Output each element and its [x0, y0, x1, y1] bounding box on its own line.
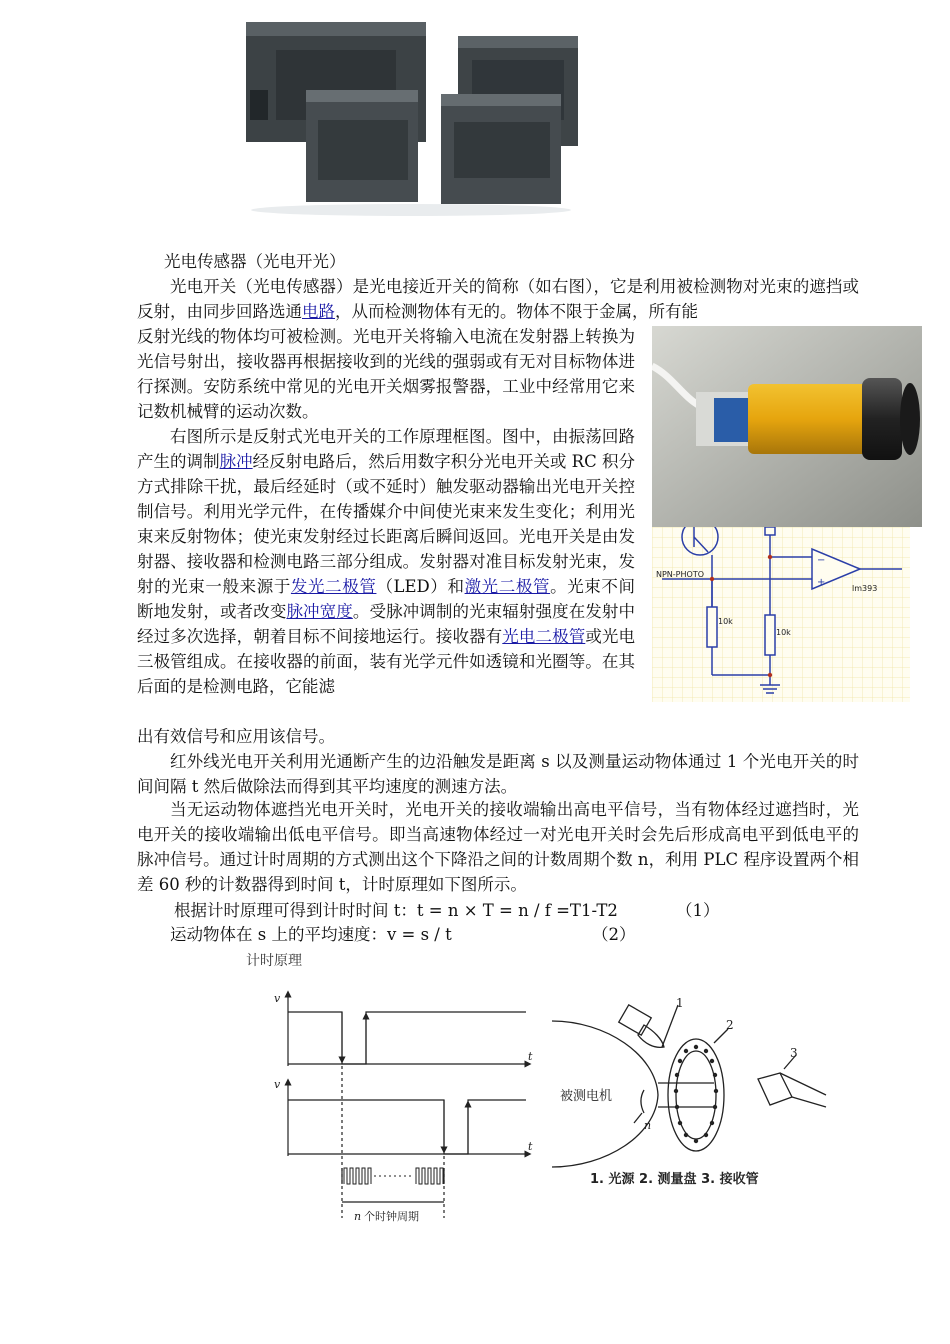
- link-laser-diode[interactable]: 激光二极管: [464, 577, 551, 596]
- timing-t-label-1: t: [528, 1050, 533, 1063]
- clock-pulses: [344, 1168, 443, 1184]
- p1-text-a: 光电开关（光电传感器）是光电接近开关的简称（如右图），它是利用被检测物对光束的遮挡或反射，由同步回路选通: [137, 277, 859, 321]
- p1-text-c: 反射光线的物体均可被检测。光电开关将输入电流在发射器上转换为光信号射出，接收器再根据接收到的光线的强弱或有无对目标物体进行探测。安防系统中常见的光电开关烟雾报警器，工业中经常用它来记数机械臂的运动次数。: [137, 327, 635, 421]
- p2-text-a: 右图所示是反射式光电开关的工作原理框图。图中，由振荡回路产生的调制: [137, 427, 635, 471]
- plc-modules-photo: [236, 10, 582, 220]
- paragraph-3: 红外线光电开关利用光通断产生的边沿触发是距离 s 以及测量运动物体通过 1 个光电开关的时间间隔 t 然后做除法而得到其平均速度的测速方法。: [137, 752, 859, 796]
- transistor-label: NPN-PHOTO: [656, 570, 704, 579]
- rotation-n-label: n: [644, 1119, 652, 1132]
- measuring-disk-diagram: [546, 995, 836, 1195]
- timing-v-label-2: v: [274, 1078, 281, 1091]
- section-title: 光电传感器（光电开光）: [164, 252, 346, 271]
- motor-label: 被测电机: [560, 1089, 613, 1104]
- disk-num-2: 2: [726, 1018, 734, 1032]
- p2-text-e: 。受脉冲调制的光束辐射强度在发射中经过多次选择，朝着目标不间接地运行。接收器有: [137, 602, 636, 646]
- paragraph-2: [137, 424, 635, 699]
- paragraph-4: 当无运动物体遮挡光电开关时，光电开关的接收端输出高电平信号，当有物体经过遮挡时，光电开关的接收端输出低电平信号。即当高速物体经过一对光电开关时会先后形成高电平到低电平的脉冲信号。通过计时周期的方式测出这个下降沿之间的计数周期个数 n，利用 PLC 程序设置两个相差 60 秒的计数器得到时间 t，计时原理如下图所示。: [137, 800, 859, 894]
- comparator-label: lm393: [852, 584, 878, 593]
- svg-text:+: +: [817, 577, 826, 588]
- photoelectric-sensor-photo: [652, 326, 922, 527]
- timing-t-label-2: t: [528, 1140, 533, 1153]
- link-circuit[interactable]: 电路: [302, 302, 335, 321]
- p2-text-b: 经反射电路后，然后用数字积分光电开关或 RC 积分方式排除干扰，最后经延时（或不延时）触发驱动器输出光电开关控制信号。利用光学元件，在传播媒介中间使光束来发生变化；利用光束来反射物体；使光束发射经过长距离后瞬间返回。光电开关是由发射器、接收器和检测电路三部分组成。发射器对准目标发射光束，发射的光束一般来源于: [137, 452, 635, 596]
- p1-text-b: ，从而检测物体有无的。物体不限于金属，所有能: [335, 302, 698, 321]
- disk-legend: 1. 光源 2. 测量盘 3. 接收管: [590, 1172, 759, 1187]
- link-photodiode[interactable]: 光电二极管: [502, 627, 586, 646]
- timing-period-text: 个时钟周期: [364, 1210, 419, 1223]
- link-pulse[interactable]: 脉冲: [219, 452, 253, 471]
- link-led[interactable]: 发光二极管: [290, 577, 377, 596]
- p2-text-f: 或光电三极管组成。在接收器的前面，装有光学元件如透镜和光圈等。在其后面的是检测电路，它能滤: [137, 627, 636, 696]
- svg-text:−: −: [817, 555, 826, 566]
- paragraph-1-narrow: [137, 324, 635, 424]
- timing-v-label-1: v: [274, 992, 281, 1005]
- timing-n-label: n: [354, 1210, 362, 1223]
- timing-diagram: [266, 988, 536, 1224]
- link-pulse-width[interactable]: 脉冲宽度: [286, 602, 353, 621]
- timing-caption: 计时原理: [246, 953, 302, 969]
- p2-text-c: （LED）和: [376, 577, 465, 596]
- paragraph-1-wide: [137, 274, 859, 324]
- equation-2: 运动物体在 s 上的平均速度：v = s / t: [170, 925, 452, 944]
- disk-num-1: 1: [676, 996, 684, 1010]
- resistor-label-1: 10k: [718, 617, 733, 626]
- equation-1: 根据计时原理可得到计时时间 t：t = n × T = n / f =T1-T2: [174, 901, 618, 920]
- equation-2-number: （2）: [592, 925, 636, 944]
- circuit-diagram: [652, 527, 910, 702]
- resistor-label-2: 10k: [776, 628, 791, 637]
- p2-text-d: 。光束不间断地发射，或者改变: [137, 577, 636, 621]
- equation-1-number: （1）: [676, 901, 720, 920]
- paragraph-2-tail: 出有效信号和应用该信号。: [137, 727, 335, 746]
- disk-num-3: 3: [790, 1046, 798, 1060]
